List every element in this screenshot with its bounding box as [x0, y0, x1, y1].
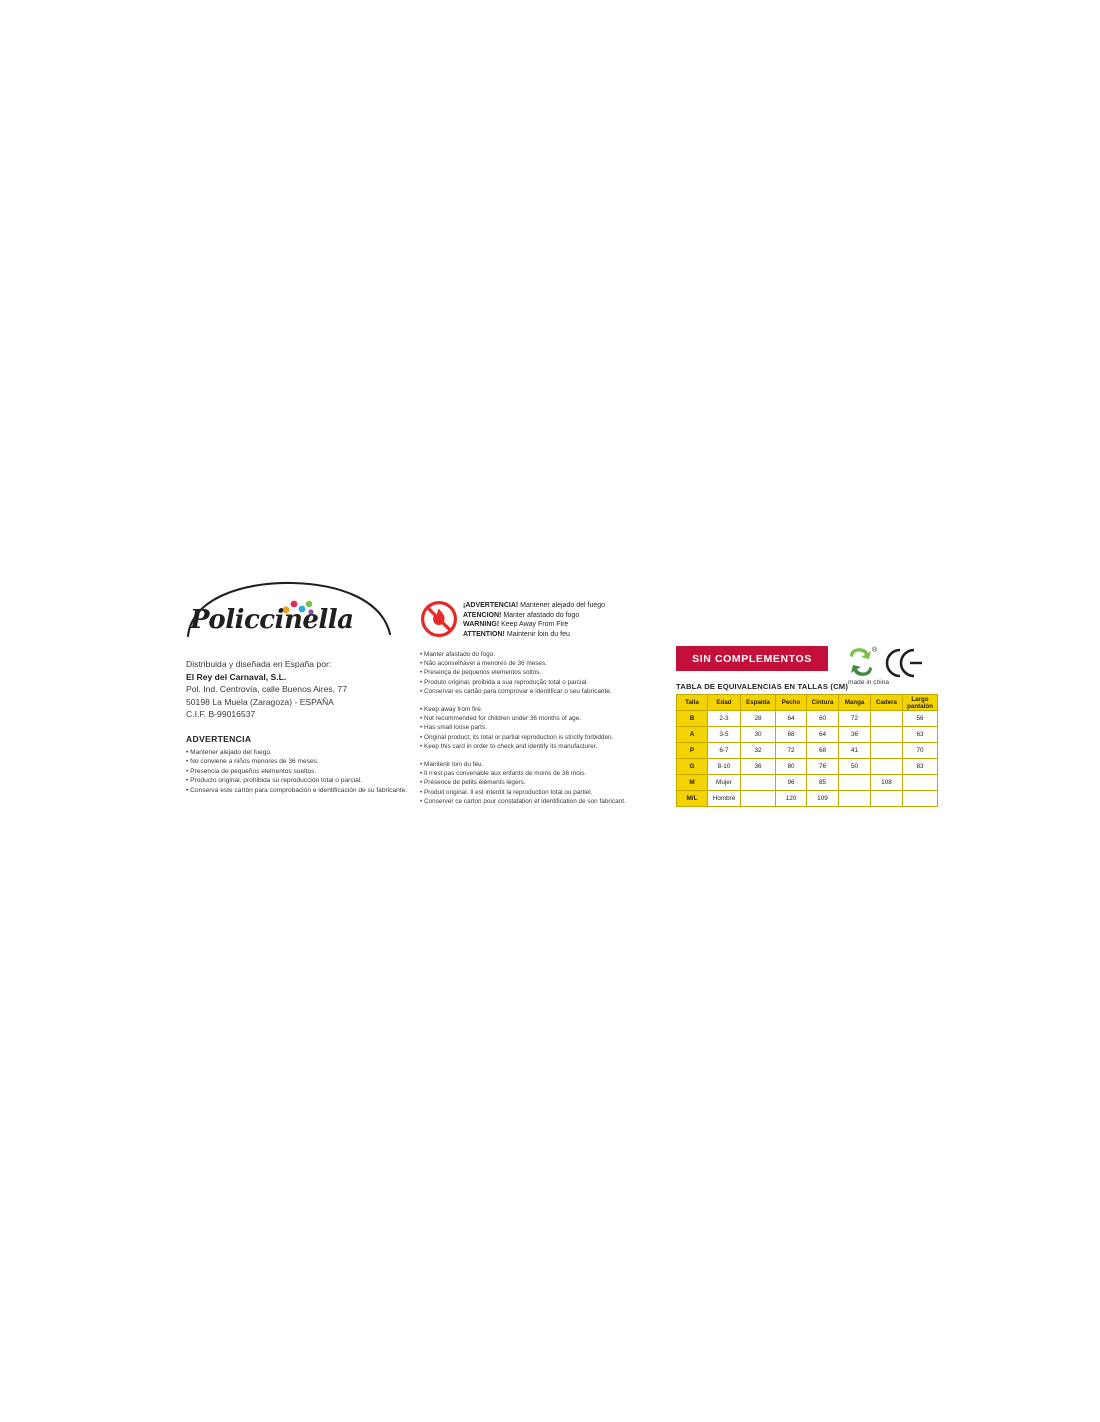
cell-edad: 6-7 — [708, 743, 741, 759]
distributor-block — [186, 658, 422, 721]
list-item: • Keep away from fire. — [420, 706, 483, 714]
multilingual-warnings — [420, 650, 650, 806]
left-column — [186, 580, 422, 795]
brand-logo — [184, 580, 394, 652]
list-item: • Conserva este cartón para comprobación e identificación de su fabricante. — [186, 786, 408, 794]
cell-size: G — [677, 759, 708, 775]
cell-edad: 3-5 — [708, 727, 741, 743]
col-header-cintura: Cintura — [807, 695, 839, 711]
cell-largo: 70 — [903, 743, 938, 759]
cell-espalda: 36 — [741, 759, 776, 775]
col-header-cadera: Cadera — [871, 695, 903, 711]
list-item: • Produit original. Il est interdit la reproduction total ou partiel. — [420, 788, 593, 796]
cell-size: A — [677, 727, 708, 743]
cell-largo: 56 — [903, 711, 938, 727]
cell-espalda — [741, 791, 776, 807]
col-header-largo-pantalon: Largo pantalón — [903, 695, 938, 711]
col-header-espalda: Espalda — [741, 695, 776, 711]
list-item: • Não aconselhável a menores de 36 meses. — [420, 660, 547, 668]
list-item: • No conviene a niños menores de 36 meses. — [186, 758, 319, 766]
distributor-company: El Rey del Carnaval, S.L. — [186, 671, 287, 682]
cell-espalda — [741, 775, 776, 791]
list-item: • Mantener alejado del fuego. — [186, 748, 272, 756]
list-item: • Not recommended for children under 36 months of age. — [420, 715, 582, 723]
cell-size: P — [677, 743, 708, 759]
table-row — [677, 759, 938, 775]
right-column — [676, 646, 933, 807]
cell-pecho: 68 — [776, 727, 807, 743]
fire-warning-header — [420, 600, 650, 646]
cell-cadera — [871, 791, 903, 807]
table-row — [677, 791, 938, 807]
cell-manga: 41 — [839, 743, 871, 759]
cell-cadera — [871, 727, 903, 743]
no-fire-icon — [420, 600, 458, 638]
cell-manga — [839, 791, 871, 807]
list-item: • Presença de pequenos elementos soltos. — [420, 669, 542, 677]
cell-cintura: 60 — [807, 711, 839, 727]
cell-largo: 83 — [903, 759, 938, 775]
brand-name: Policcinella — [190, 605, 354, 635]
list-item: • Conserver ce carton pour constatation et identification de son fabricant. — [420, 797, 626, 805]
warning-list-fr — [420, 760, 650, 806]
green-dot-recycling-icon — [850, 646, 878, 676]
cell-cadera — [871, 759, 903, 775]
size-table — [676, 694, 938, 807]
cell-size: M — [677, 775, 708, 791]
warning-list-en — [420, 705, 650, 751]
col-header-edad: Edad — [708, 695, 741, 711]
cell-cadera — [871, 711, 903, 727]
middle-column — [420, 600, 650, 806]
table-row — [677, 711, 938, 727]
made-in-label: made in china — [848, 679, 890, 686]
cell-edad: 2-3 — [708, 711, 741, 727]
fire-warning-lines — [463, 601, 605, 639]
cell-espalda: 32 — [741, 743, 776, 759]
status-badge: SIN COMPLEMENTOS — [676, 646, 828, 671]
list-item: • Il n'est pas convenable aux enfants de moins de 36 mois. — [420, 770, 587, 778]
cell-manga: 50 — [839, 759, 871, 775]
cell-pecho: 120 — [776, 791, 807, 807]
cell-largo — [903, 775, 938, 791]
cell-largo: 63 — [903, 727, 938, 743]
table-header-row — [677, 695, 938, 711]
list-item: • Maintenir loin du feu. — [420, 761, 484, 769]
cell-cintura: 68 — [807, 743, 839, 759]
cell-edad: Hombre — [708, 791, 741, 807]
cell-pecho: 80 — [776, 759, 807, 775]
col-header-pecho: Pecho — [776, 695, 807, 711]
cell-cintura: 85 — [807, 775, 839, 791]
fire-warning-line: ATENCION! Manter afastado do fogo — [463, 611, 580, 619]
cell-espalda: 30 — [741, 727, 776, 743]
distributor-address-1: Pol. Ind. Centrovía, calle Buenos Aires, 77 — [186, 684, 347, 695]
table-row — [677, 727, 938, 743]
fire-warning-line: WARNING! Keep Away From Fire — [463, 621, 569, 629]
cell-size: B — [677, 711, 708, 727]
warning-title-es: ADVERTENCIA — [186, 733, 252, 744]
cell-pecho: 72 — [776, 743, 807, 759]
list-item: • Keep this card in order to check and identify its manufacturer. — [420, 742, 598, 750]
list-item: • Manter afastado do fogo. — [420, 651, 496, 658]
list-item: • Producto original, prohibida su reproducción total o parcial. — [186, 777, 363, 785]
distributor-address-2: 50198 La Muela (Zaragoza) - ESPAÑA — [186, 696, 334, 707]
cell-cintura: 64 — [807, 727, 839, 743]
cell-cintura: 109 — [807, 791, 839, 807]
cell-cadera — [871, 743, 903, 759]
table-row — [677, 743, 938, 759]
col-header-manga: Manga — [839, 695, 871, 711]
cell-manga: 72 — [839, 711, 871, 727]
list-item: • Original product; its total or partial reproduction is strictly forbidden. — [420, 733, 614, 741]
cell-edad: Mujer — [708, 775, 741, 791]
warning-list-pt — [420, 650, 650, 696]
svg-text:®: ® — [872, 647, 878, 654]
cell-cintura: 76 — [807, 759, 839, 775]
warning-list-es — [186, 748, 422, 795]
cell-espalda: 28 — [741, 711, 776, 727]
cell-manga — [839, 775, 871, 791]
ce-mark-icon — [887, 650, 922, 676]
cell-edad: 8-10 — [708, 759, 741, 775]
cell-largo — [903, 791, 938, 807]
size-table-title: TABLA DE EQUIVALENCIAS EN TALLAS (CM) — [676, 682, 849, 691]
list-item: • Presencia de pequeños elementos sueltos. — [186, 767, 317, 775]
distributor-intro: Distribuida y diseñada en España por: — [186, 659, 332, 669]
list-item: • Conservar es cartão para comprovar e identificar o seu fabricante. — [420, 687, 612, 695]
cell-manga: 36 — [839, 727, 871, 743]
fire-warning-line: ATTENTION! Maintenir loin du feu — [463, 630, 570, 638]
cell-pecho: 64 — [776, 711, 807, 727]
fire-warning-line: ¡ADVERTENCIA! Mantener alejado del fuego — [463, 602, 606, 609]
list-item: • Has small loose parts. — [420, 724, 487, 732]
cell-pecho: 96 — [776, 775, 807, 791]
table-row — [677, 775, 938, 791]
cell-size: M/L — [677, 791, 708, 807]
list-item: • Présence de petits éléments légers. — [420, 779, 526, 787]
list-item: • Produto original, proibida a sua reprodução total o parcial. — [420, 678, 589, 686]
cell-cadera: 108 — [871, 775, 903, 791]
distributor-cif: C.I.F. B-99016537 — [186, 709, 256, 720]
col-header-talla: Talla — [677, 695, 708, 711]
